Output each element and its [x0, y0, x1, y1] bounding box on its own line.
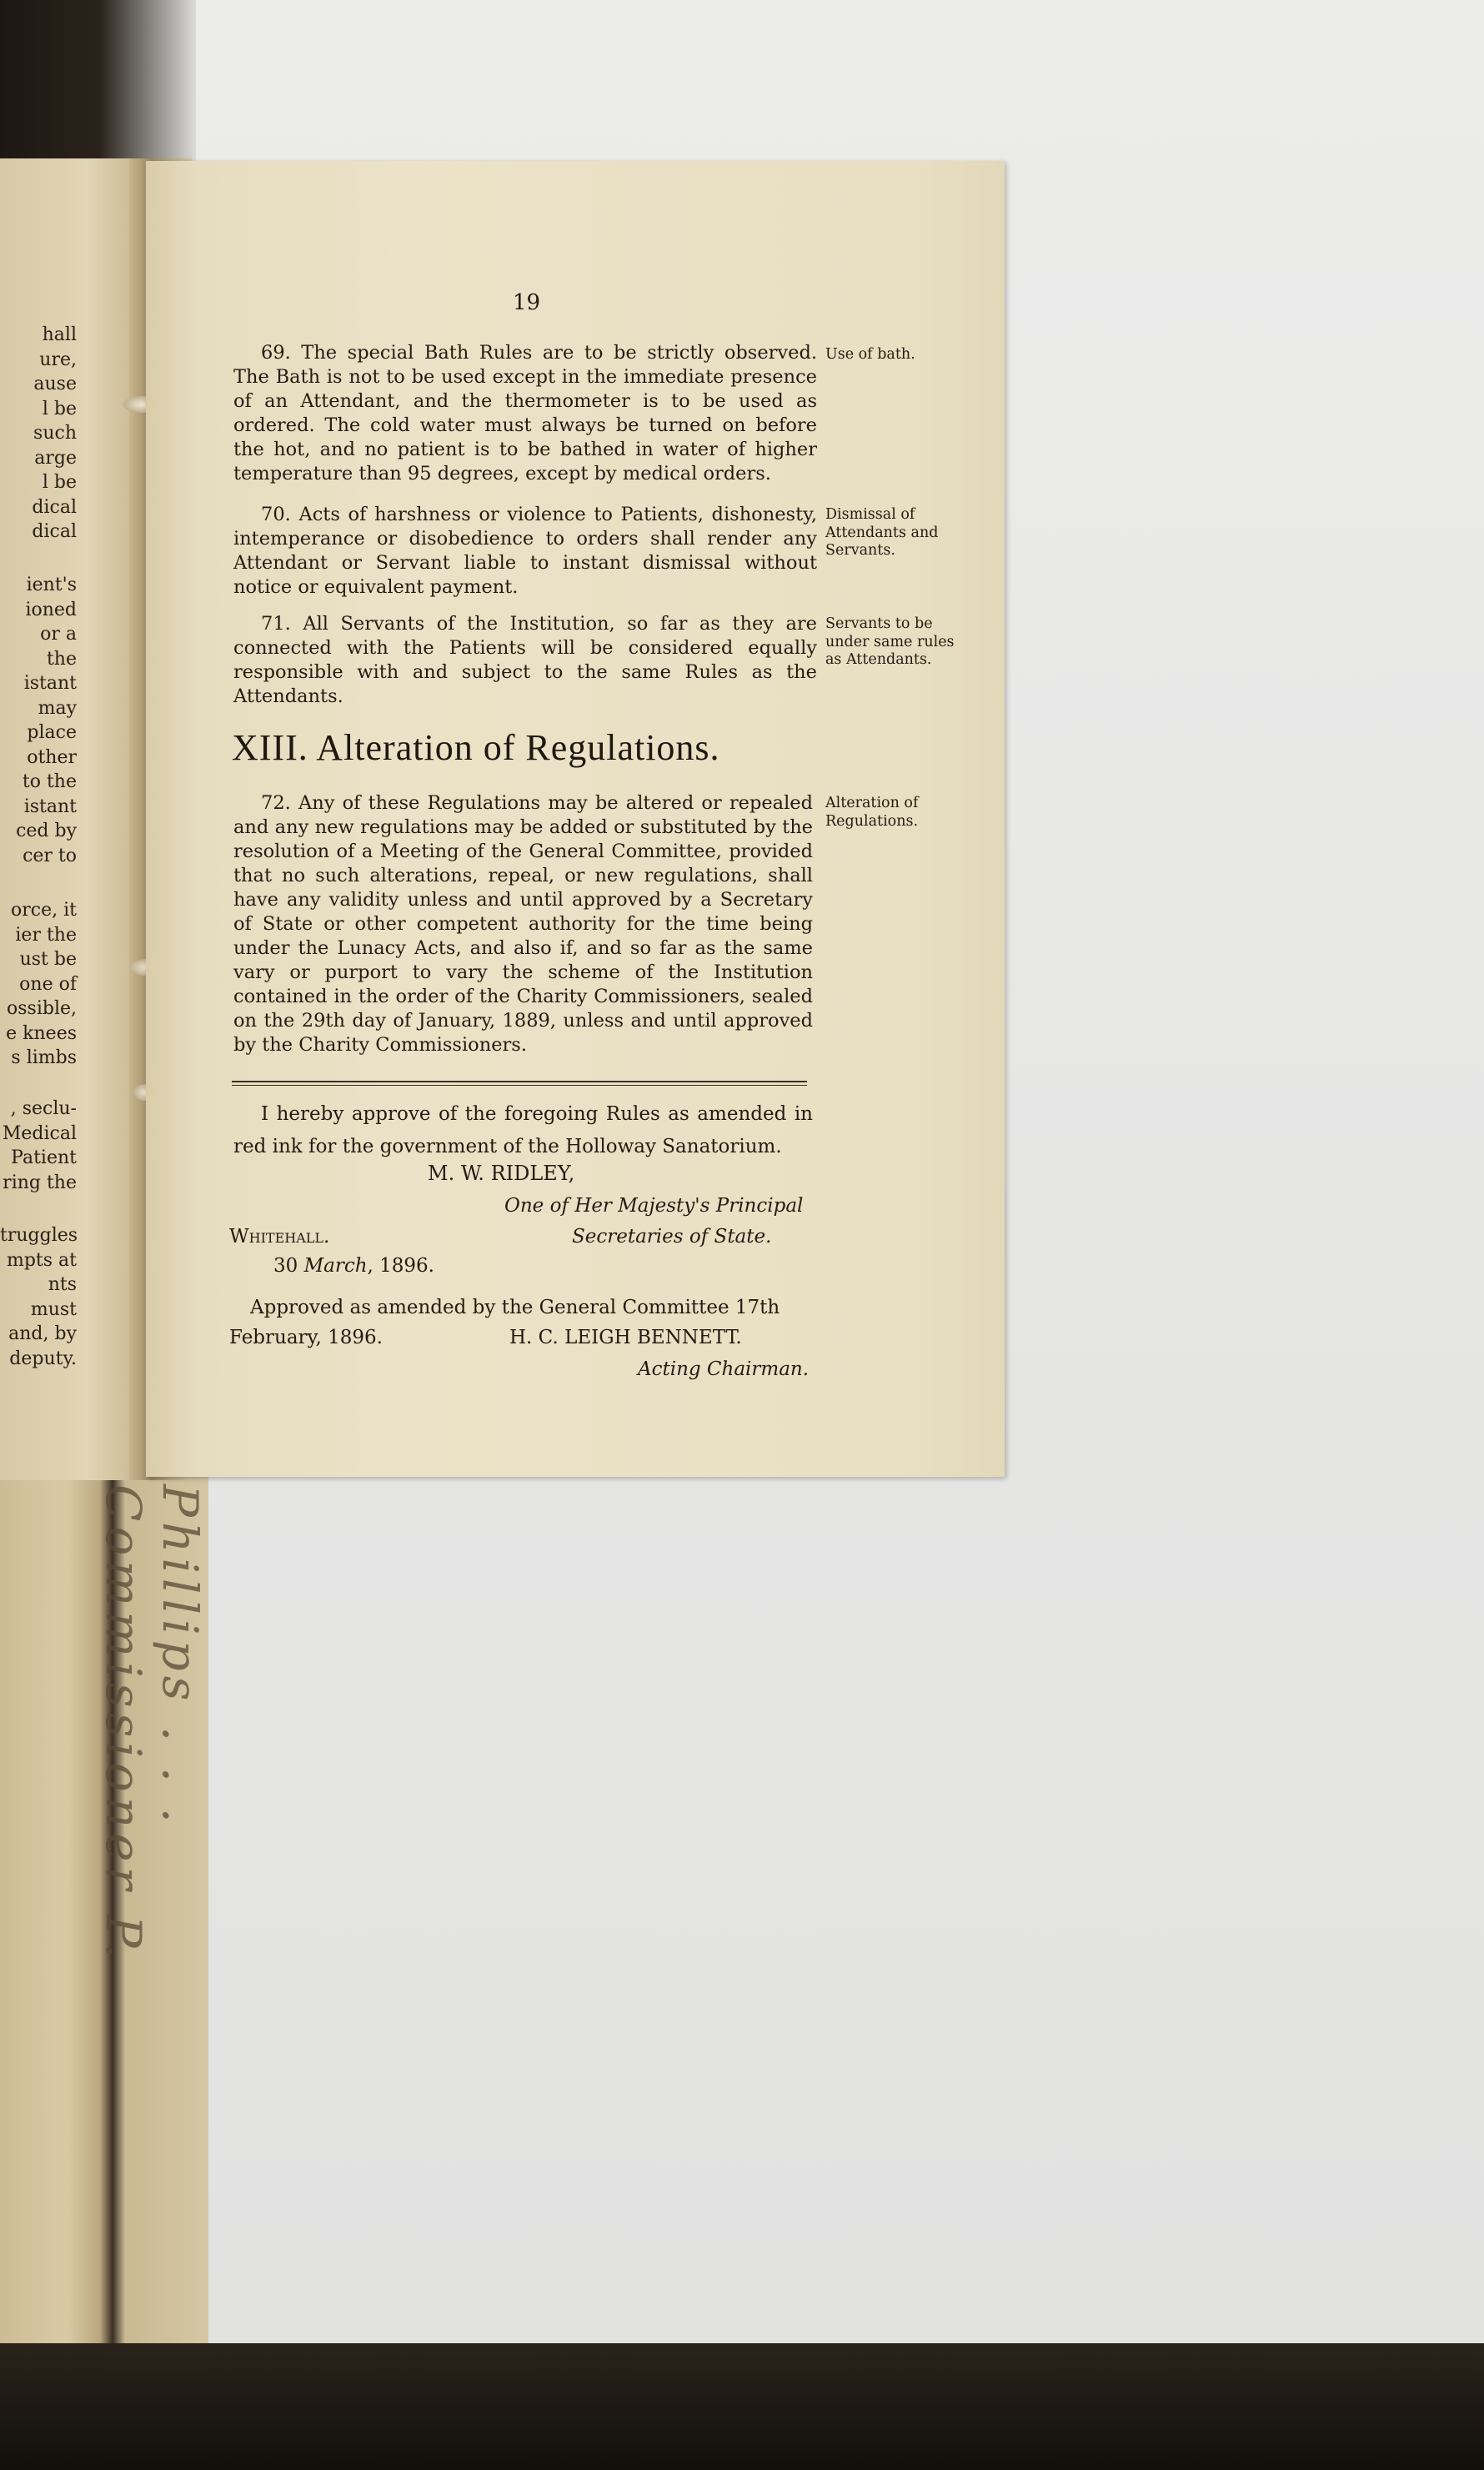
- left-fragment-line: ause: [33, 374, 77, 394]
- left-fragment-line: such: [33, 423, 77, 444]
- left-fragment-group-3: [0, 898, 77, 1071]
- left-fragment-line: istant: [23, 796, 77, 817]
- handwritten-binding-note: Phillips . . . Commissioner P.: [95, 1484, 208, 1964]
- left-fragment-line: place: [27, 722, 77, 743]
- place-whitehall: Whitehall.: [229, 1226, 330, 1248]
- left-fragment-group-4: [0, 1097, 77, 1195]
- left-fragment-line: ring the: [3, 1172, 77, 1193]
- left-fragment-line: and, by: [8, 1323, 77, 1344]
- approval-statement: I hereby approve of the foregoing Rules as amended in red ink for the government of the Holloway Sanatorium.: [233, 1103, 813, 1157]
- left-fragment-line: ier the: [15, 924, 77, 946]
- left-fragment-line: one of: [19, 973, 77, 995]
- left-fragment-group-1: [0, 323, 77, 545]
- dark-bottom-edge: [0, 2343, 1484, 2470]
- left-fragment-line: deputy.: [9, 1348, 77, 1369]
- left-fragment-line: l be: [42, 398, 77, 419]
- left-fragment-line: the: [46, 648, 77, 670]
- left-fragment-line: Medical: [2, 1122, 77, 1144]
- left-facing-page: [0, 158, 146, 1480]
- left-fragment-group-2: [0, 573, 77, 868]
- margin-note-dismissal: Dismissal of Attendants and Servants.: [825, 506, 939, 559]
- rule-70-text: 70. Acts of harshness or violence to Patients, dishonesty, intemperance or disobedience to orders shall render any Attendant or Servant liable to instant dismissal without notice or equivalent payment.: [233, 504, 817, 598]
- left-fragment-line: nts must: [30, 1274, 77, 1320]
- chairman-name: H. C. LEIGH BENNETT.: [509, 1327, 742, 1348]
- left-fragment-line: ioned: [25, 599, 77, 620]
- left-fragment-line: dical: [32, 496, 77, 518]
- margin-note-servants: Servants to be under same rules as Attendants.: [825, 615, 955, 668]
- left-fragment-line: , seclu-: [10, 1098, 77, 1119]
- left-fragment-line: mpts at: [6, 1249, 77, 1271]
- rule-71-text: 71. All Servants of the Institution, so far as they are connected with the Patients will be considered equally responsible with and subject to the same Rules as the Attendants.: [233, 613, 817, 707]
- committee-approval-line: Approved as amended by the General Committee 17th: [250, 1297, 780, 1318]
- left-fragment-line: Patient: [11, 1147, 77, 1168]
- margin-note-alteration: Alteration of Regulations.: [825, 795, 919, 830]
- signatory-title-line-1: One of Her Majesty's Principal: [504, 1195, 804, 1217]
- left-fragment-line: e knees: [6, 1022, 77, 1044]
- left-fragment-line: s limbs: [11, 1047, 77, 1068]
- left-fragment-line: arge: [34, 447, 77, 469]
- left-fragment-line: ced by: [16, 821, 77, 841]
- margin-note-use-of-bath: Use of bath.: [825, 346, 915, 363]
- left-fragment-line: cer to: [23, 845, 77, 866]
- left-fragment-line: ossible,: [7, 998, 77, 1019]
- chairman-role: Acting Chairman.: [638, 1358, 810, 1380]
- section-heading: XIII. Alteration of Regulations.: [232, 727, 720, 768]
- left-fragment-group-5: [0, 1223, 77, 1371]
- left-fragment-line: truggles: [0, 1225, 78, 1246]
- left-fragment-line: may: [38, 697, 77, 719]
- left-fragment-line: hall: [42, 324, 77, 345]
- left-fragment-line: other: [27, 746, 77, 768]
- left-fragment-line: or a: [40, 624, 77, 645]
- page-number: 19: [513, 290, 541, 315]
- document-page: [146, 161, 1005, 1477]
- signatory-title-line-2: Secretaries of State.: [572, 1226, 772, 1248]
- left-fragment-line: ure,: [39, 349, 77, 370]
- signatory-name: M. W. RIDLEY,: [428, 1162, 575, 1185]
- left-fragment-line: ust be: [19, 949, 77, 970]
- rule-69-text: 69. The special Bath Rules are to be strictly observed. The Bath is not to be used except in the immediate presence of an Attendant, and the thermometer is to be used as ordered. The cold water must always be turned on before the hot, and no patient is to be bathed in water of higher temperature than 95 degrees, except by medical orders.: [233, 342, 817, 484]
- approval-date: 30 March, 1896.: [273, 1255, 434, 1277]
- left-fragment-line: to the: [22, 771, 77, 792]
- left-fragment-line: orce, it: [11, 900, 77, 921]
- left-fragment-line: ient's: [26, 575, 77, 595]
- double-rule-divider: [232, 1081, 807, 1086]
- committee-date: February, 1896.: [229, 1327, 383, 1348]
- left-fragment-line: l be: [42, 472, 77, 493]
- rule-72-text: 72. Any of these Regulations may be altered or repealed and any new regulations may be added or substituted by the resolution of a Meeting of the General Committee, provided that no such alterations, repeal, or new regulations, shall have any validity unless and until approved by a Secretary of State or other competent authority for the time being under the Lunacy Acts, and also if, and so far as the same vary or purport to vary the scheme of the Institution contained in the order of the Charity Commissioners, sealed on the 29th day of January, 1889, unless and until approved by the Charity Commissioners.: [233, 792, 813, 1056]
- left-fragment-line: dical: [32, 521, 77, 542]
- left-fragment-line: istant: [23, 673, 77, 694]
